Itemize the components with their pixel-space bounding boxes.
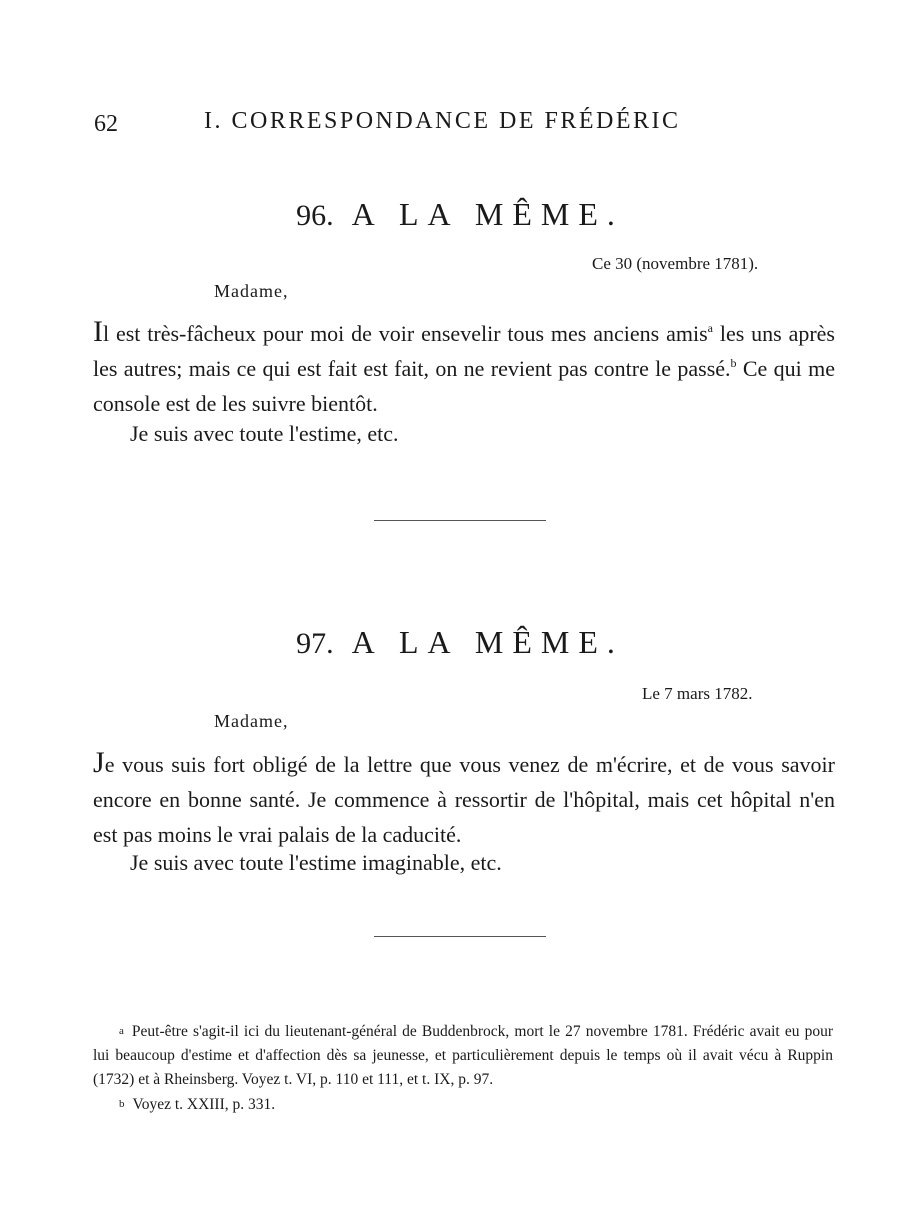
body-text: Ce qui me console est de les suivre bientôt. bbox=[93, 356, 835, 416]
footnote-ref-b: b bbox=[730, 356, 737, 370]
letter-97-dateline: Le 7 mars 1782. bbox=[642, 684, 753, 703]
section-divider bbox=[374, 936, 546, 937]
letter-heading: A LA MÊME. bbox=[351, 196, 624, 232]
letter-96-title bbox=[0, 196, 900, 233]
letter-97-salutation: Madame, bbox=[214, 711, 289, 731]
footnote-b bbox=[93, 1092, 833, 1117]
letter-96-dateline: Ce 30 (novembre 1781). bbox=[592, 254, 759, 273]
letter-96-body bbox=[93, 316, 835, 421]
footnote-mark: a bbox=[119, 1025, 124, 1037]
running-title: I. CORRESPONDANCE DE FRÉDÉRIC bbox=[204, 108, 681, 134]
footnote-a bbox=[93, 1019, 833, 1092]
letter-97-body bbox=[93, 747, 835, 852]
letter-97-title bbox=[0, 624, 900, 661]
footnote-mark: b bbox=[119, 1098, 125, 1110]
drop-cap: I bbox=[93, 315, 103, 348]
footnote-text: Peut-être s'agit-il ici du lieutenant-général de Buddenbrock, mort le 27 novembre 1781. Frédéric avait eu pour lui beaucoup d'estime et d'affection dès sa jeunesse, et particulièrement depuis le temps où il avait vécu à Ruppin (1732) et à Rheinsberg. Voyez t. VI, p. 110 et 111, et t. IX, p. 97. bbox=[93, 1023, 833, 1088]
letter-number: 97. bbox=[296, 627, 334, 660]
body-text: les uns après les autres; mais ce qui est fait est fait, on ne revient pas contre le passé. bbox=[93, 321, 835, 381]
body-text: l est très-fâcheux pour moi de voir ensevelir tous mes anciens amis bbox=[103, 321, 708, 346]
letter-97-closing: Je suis avec toute l'estime imaginable, etc. bbox=[130, 850, 502, 875]
footnote-text: Voyez t. XXIII, p. 331. bbox=[132, 1096, 276, 1113]
footnotes bbox=[93, 1019, 833, 1117]
letter-96-closing: Je suis avec toute l'estime, etc. bbox=[130, 421, 399, 446]
drop-cap: J bbox=[93, 746, 105, 779]
body-text: e vous suis fort obligé de la lettre que vous venez de m'écrire, et de vous savoir encore en bonne santé. Je commence à ressortir de l'hôpital, mais cet hôpital n'en est pas moins le vrai palais de la caducité. bbox=[93, 752, 835, 847]
letter-heading: A LA MÊME. bbox=[351, 624, 624, 660]
section-divider bbox=[374, 520, 546, 521]
letter-96-salutation: Madame, bbox=[214, 281, 289, 301]
footnote-ref-a: a bbox=[707, 321, 713, 335]
letter-number: 96. bbox=[296, 199, 334, 232]
page-number: 62 bbox=[94, 111, 118, 137]
